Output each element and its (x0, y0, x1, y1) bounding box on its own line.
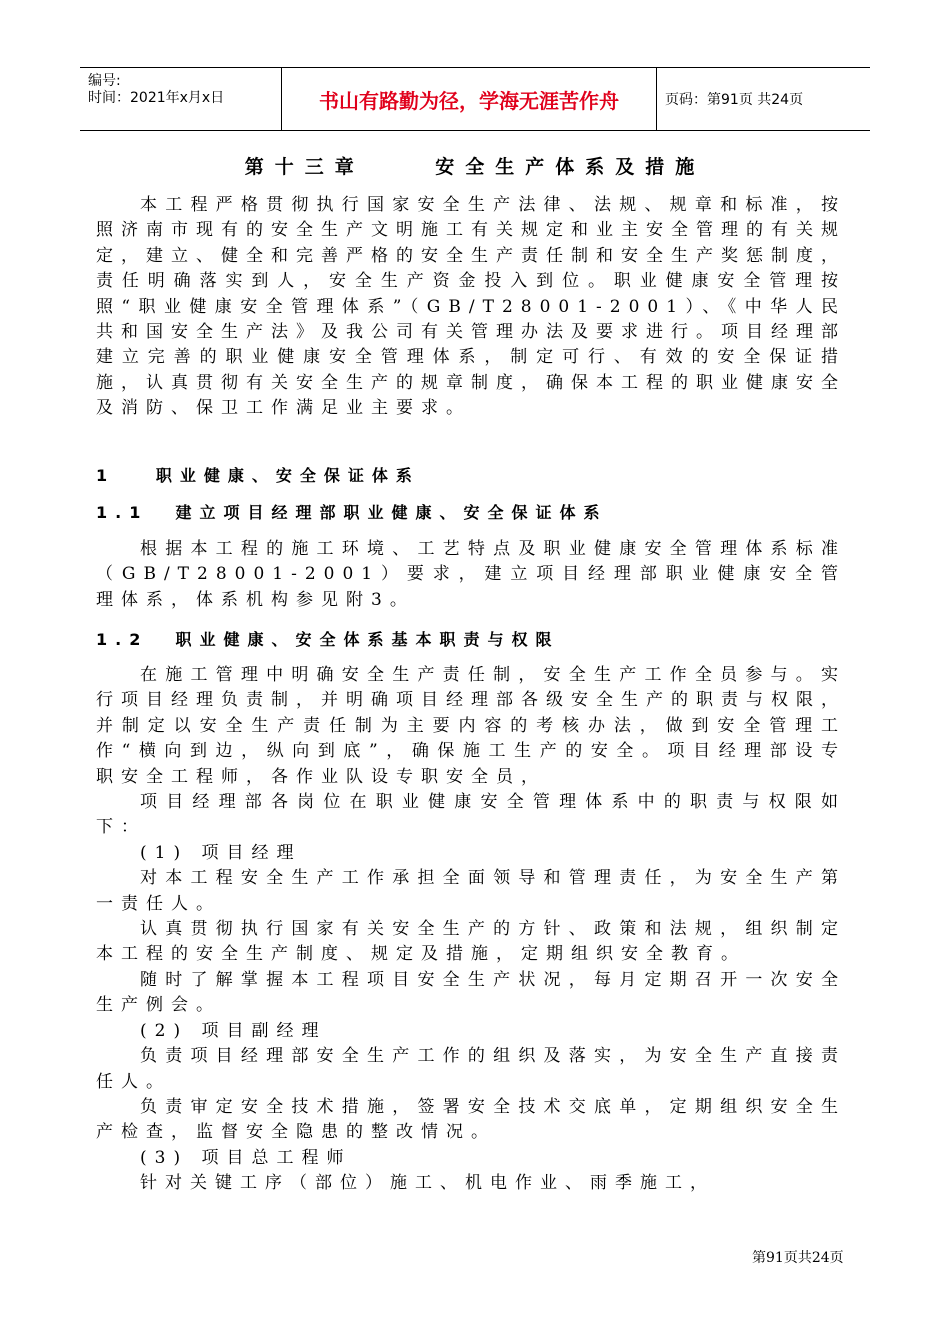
section-heading-1: 1 职业健康、安全保证体系 (96, 466, 420, 485)
time-label: 时间：2021年x月x日 (88, 90, 225, 106)
section-heading-1-2: 1.2 职业健康、安全体系基本职责与权限 (96, 630, 560, 649)
role-heading: (2) 项目副经理 (140, 1020, 327, 1041)
page-header (80, 67, 870, 131)
paragraph: 对本工程安全生产工作承担全面领导和管理责任，为安全生产第一责任人。 (96, 868, 846, 914)
chapter-title: 第十三章 安全生产体系及措施 (244, 156, 706, 178)
role-heading: (3) 项目总工程师 (140, 1147, 352, 1168)
paragraph: 在施工管理中明确安全生产责任制，安全生产工作全员参与。实行项目经理负责制，并明确项目经理部各级安全生产的职责与权限，并制定以安全生产责任制为主要内容的考核办法，做到安全管理工作“横向到边，纵向到底”，确保施工生产的安全。项目经理部设专职安全工程师，各作业队设专职安全员， (96, 665, 846, 787)
page-footer: 第91页共24页 (752, 1250, 844, 1266)
paragraph: 认真贯彻执行国家有关安全生产的方针、政策和法规，组织制定本工程的安全生产制度、规定及措施，定期组织安全教育。 (96, 919, 846, 965)
header-page-label: 页码：第91页 共24页 (665, 92, 804, 108)
header-motto: 书山有路勤为径，学海无涯苦作舟 (319, 88, 619, 113)
paragraph: 根据本工程的施工环境、工艺特点及职业健康安全管理体系标准（GB/T28001-2001）要求，建立项目经理部职业健康安全管理体系，体系机构参见附3。 (96, 539, 846, 610)
paragraph: 负责项目经理部安全生产工作的组织及落实，为安全生产直接责任人。 (96, 1046, 846, 1092)
section-1-2-block (96, 663, 846, 1197)
number-label: 编号: (88, 73, 121, 89)
header-meta (80, 68, 281, 130)
role-heading: (1) 项目经理 (140, 842, 302, 863)
paragraph: 负责审定安全技术措施，签署安全技术交底单，定期组织安全生产检查，监督安全隐患的整改情况。 (96, 1096, 846, 1143)
section-1-1-block (96, 537, 846, 613)
paragraph: 项目经理部各岗位在职业健康安全管理体系中的职责与权限如下： (96, 792, 846, 838)
section-heading-1-1: 1.1 建立项目经理部职业健康、安全保证体系 (96, 503, 608, 522)
paragraph: 随时了解掌握本工程项目安全生产状况，每月定期召开一次安全生产例会。 (96, 969, 846, 1016)
intro-paragraph: 本工程严格贯彻执行国家安全生产法律、法规、规章和标准，按照济南市现有的安全生产文明施工有关规定和业主安全管理的有关规定，建立、健全和完善严格的安全生产责任制和安全生产奖惩制度，责任明确落实到人，安全生产资金投入到位。职业健康安全管理按照“职业健康安全管理体系”（GB/T28001-2001）、《中华人民共和国安全生产法》及我公司有关管理办法及要求进行。项目经理部建立完善的职业健康安全管理体系，制定可行、有效的安全保证措施，认真贯彻有关安全生产的规章制度，确保本工程的职业健康安全及消防、保卫工作满足业主要求。 (96, 195, 846, 419)
paragraph: 针对关键工序（部位）施工、机电作业、雨季施工， (140, 1173, 715, 1194)
intro-block (96, 193, 846, 422)
